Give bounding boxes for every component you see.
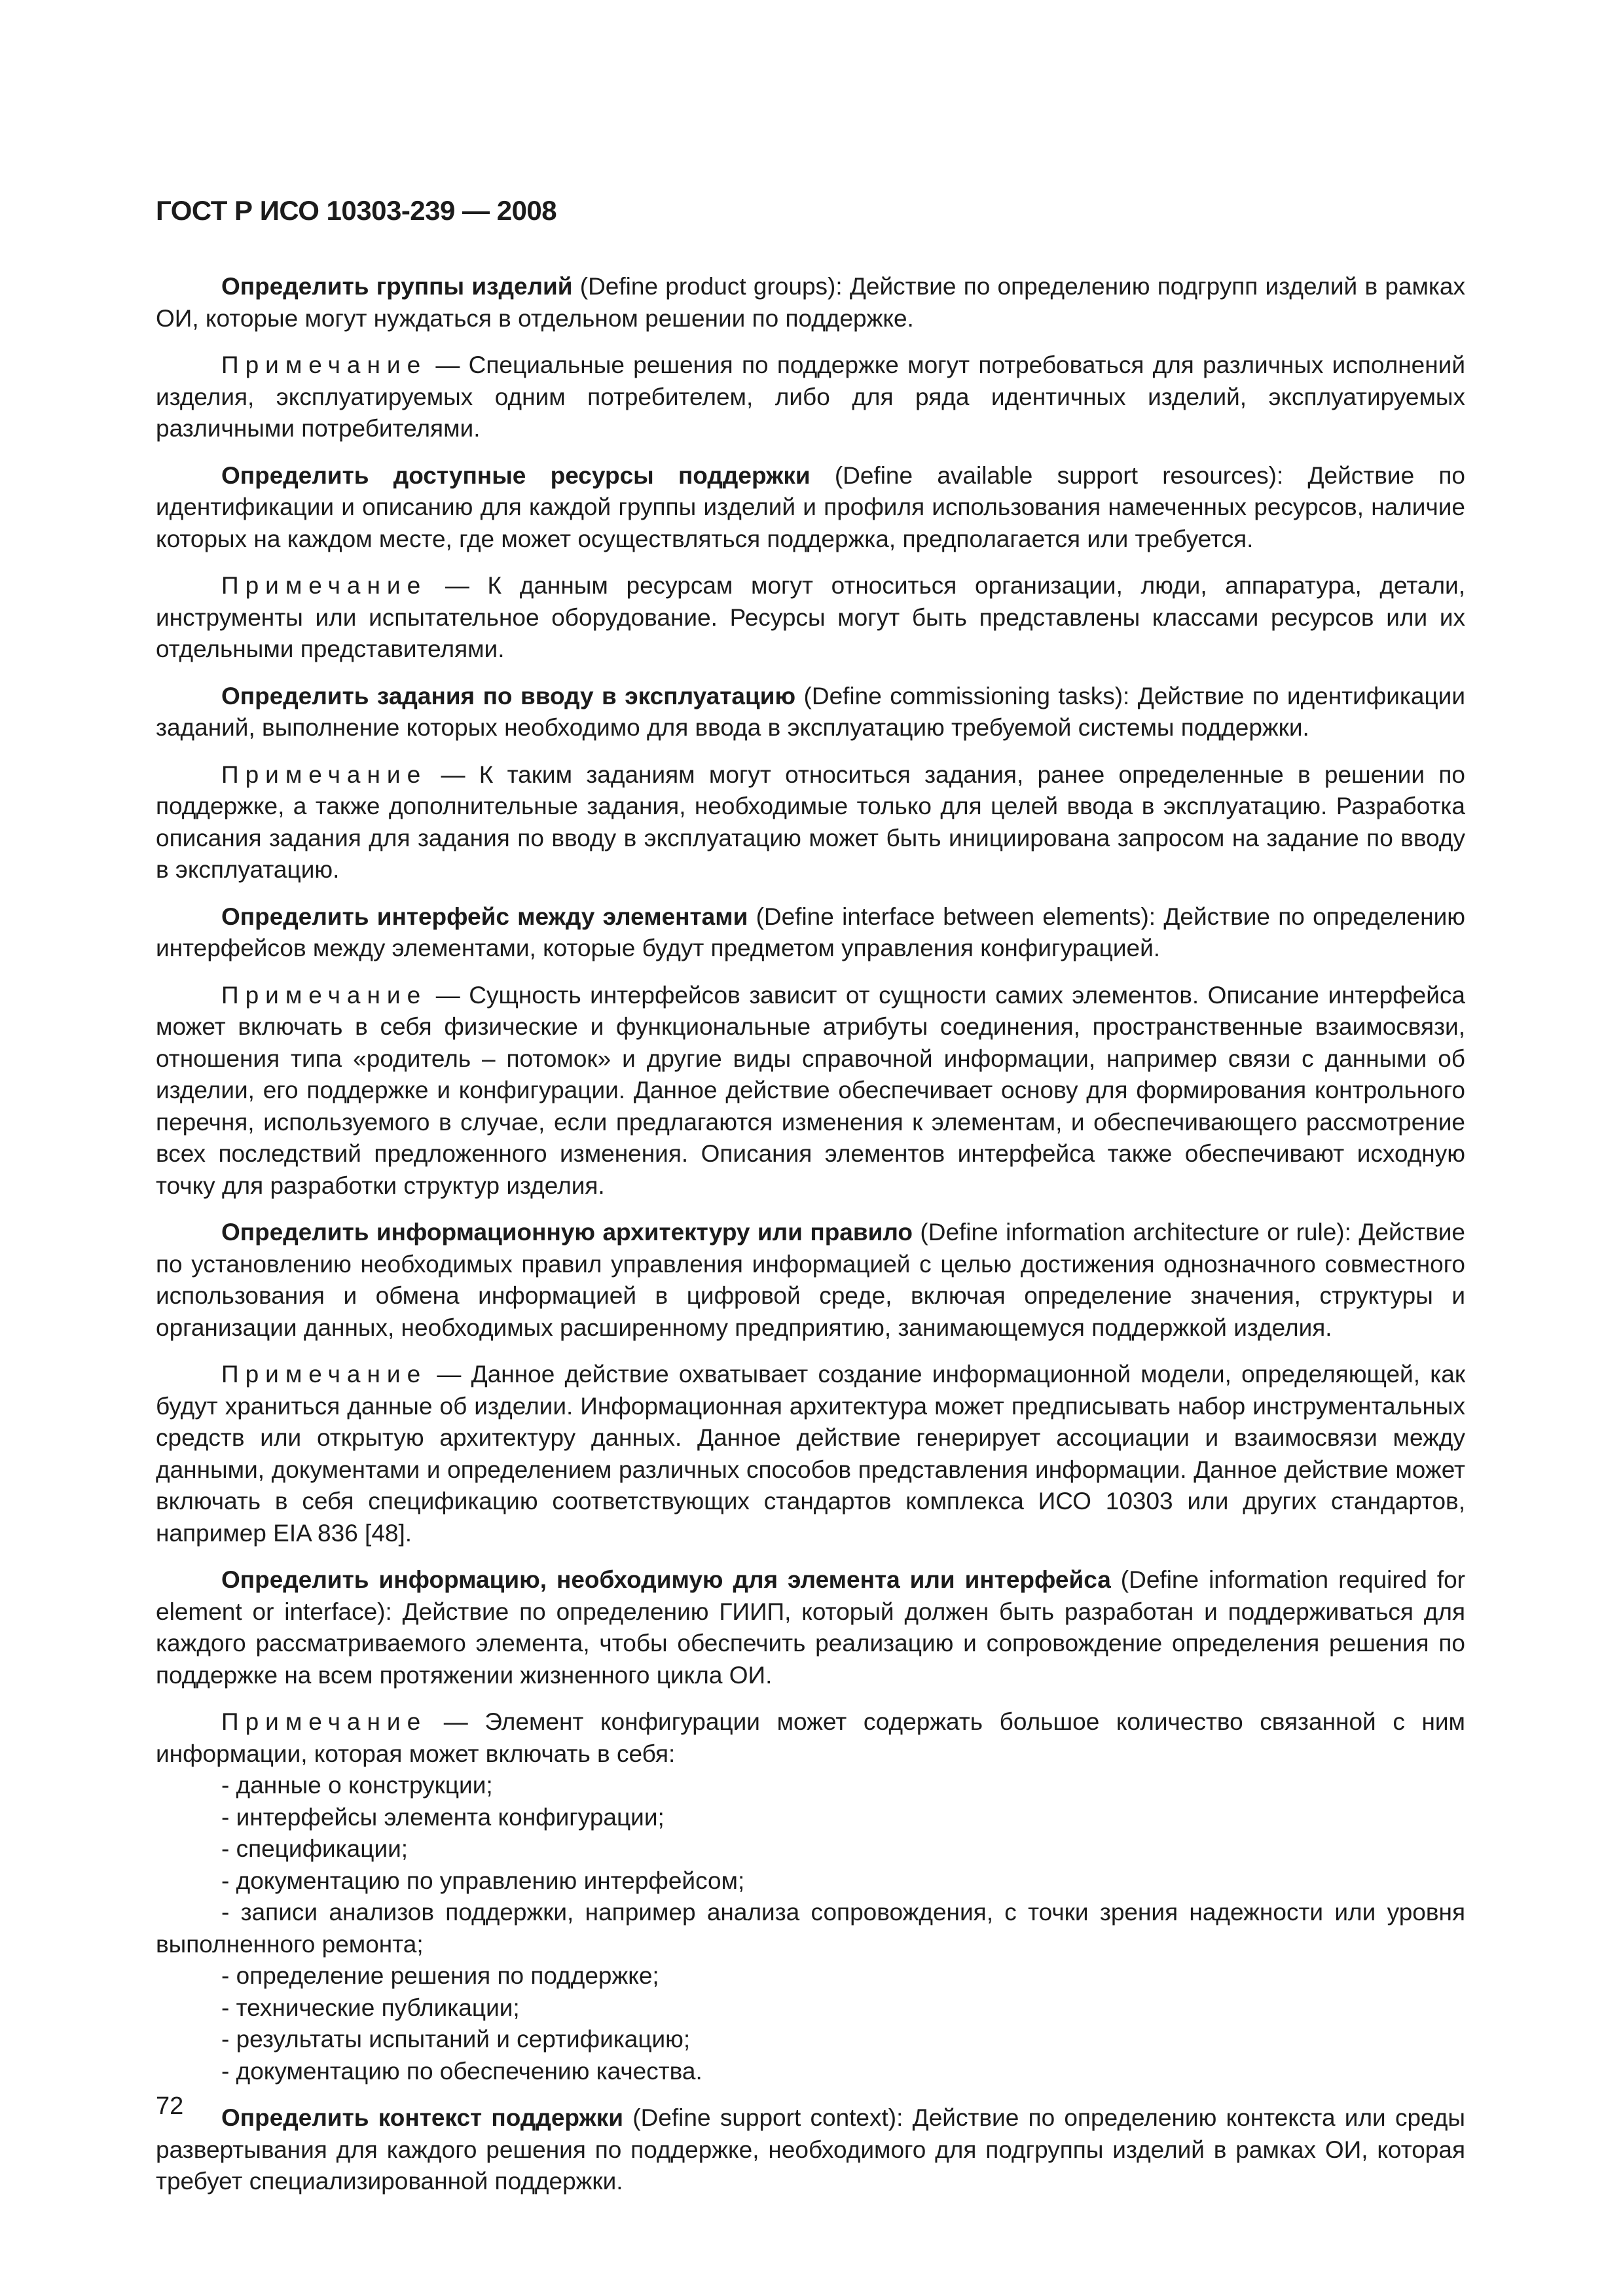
note-text: — Данное действие охватывает создание информационной модели, определяющей, как будут храниться данные об изделии. Информационная архитектура может предписывать набор инструментальных средств или открытую архитектуру данных. Данное действие генерирует ассоциации и взаимосвязи между данными, документами и определением различных способов представления информации. Данное действие может включать в себя спецификацию соответствующих стандартов комплекса ИСО 10303 или других стандартов, например EIA 836 [48]. [156,1361,1465,1547]
information-list [156,1770,1465,2087]
list-item: - записи анализов поддержки, например анализа сопровождения, с точки зрения надежности или уровня выполненного ремонта; [156,1899,1465,1958]
note-label: Примечание [221,572,428,599]
definition-text: (Define information required for element or interface): Действие по определению ГИИП, который должен быть разработан и поддерживаться для каждого рассматриваемого элемента, чтобы обеспечить реализацию и сопровождение определения решения по поддержке на всем протяжении жизненного цикла ОИ. [156,1566,1465,1689]
definition-interface-between-elements [156,901,1465,965]
note-label: Примечание [221,1708,428,1735]
definition-text: (Define interface between elements): Действие по определению интерфейсов между элементами, которые будут предметом управления конфигурацией. [156,903,1465,961]
standard-header: ГОСТ Р ИСО 10303-239 — 2008 [156,195,557,226]
note-interface-between-elements [156,980,1465,1202]
document-body [156,271,1465,2213]
page-number: 72 [156,2092,184,2120]
list-item: - интерфейсы элемента конфигурации; [221,1803,665,1831]
definition-text: (Define product groups): Действие по определению подгрупп изделий в рамках ОИ, которые могут нуждаться в отдельном решении по поддержке. [156,273,1465,332]
note-text: — Специальные решения по поддержке могут потребоваться для различных исполнений изделия, эксплуатируемых одним потребителем, либо для ряда идентичных изделий, эксплуатируемых различными потребителями. [156,351,1465,442]
term: Определить информационную архитектуру или правило [221,1219,913,1246]
term: Определить группы изделий [221,273,573,300]
note-product-groups [156,350,1465,445]
note-text: — К данным ресурсам могут относиться организации, люди, аппаратура, детали, инструменты или испытательное оборудование. Ресурсы могут быть представлены классами ресурсов или их отдельными представителями. [156,572,1465,662]
definition-product-groups [156,271,1465,334]
list-item: - технические публикации; [221,1994,520,2021]
definition-text: (Define information architecture or rule): Действие по установлению необходимых правил управления информацией с целью достижения однозначного совместного использования и обмена информацией в цифровой среде, включая определение значения, структуры и организации данных, необходимых расширенному предприятию, занимающемуся поддержкой изделия. [156,1219,1465,1341]
note-text: — К таким заданиям могут относиться задания, ранее определенные в решении по поддержке, а также дополнительные задания, необходимые только для целей ввода в эксплуатацию. Разработка описания задания для задания по вводу в эксплуатацию может быть инициирована запросом на задание по вводу в эксплуатацию. [156,761,1465,883]
note-label: Примечание [221,1361,428,1388]
definition-commissioning-tasks [156,681,1465,744]
term: Определить доступные ресурсы поддержки [221,461,811,489]
definition-information-required [156,1564,1465,1691]
note-commissioning-tasks [156,759,1465,886]
note-label: Примечание [221,761,428,788]
note-label: Примечание [221,981,428,1009]
note-text: — Элемент конфигурации может содержать большое количество связанной с ним информации, которая может включать в себя: [156,1708,1465,1767]
note-information-required [156,1706,1465,1770]
definition-text: (Define commissioning tasks): Действие по идентификации заданий, выполнение которых необходимо для ввода в эксплуатацию требуемой системы поддержки. [156,682,1465,741]
definition-information-architecture [156,1217,1465,1344]
list-item: - определение решения по поддержке; [221,1962,659,1989]
note-label: Примечание [221,351,428,378]
list-item: - результаты испытаний и сертификацию; [221,2026,691,2053]
note-support-resources [156,570,1465,666]
term: Определить задания по вводу в эксплуатацию [221,682,796,709]
list-item: - спецификации; [221,1835,409,1862]
definition-support-resources [156,460,1465,556]
list-item: - документацию по управлению интерфейсом; [221,1867,745,1894]
note-text: — Сущность интерфейсов зависит от сущности самих элементов. Описание интерфейса может включать в себя физические и функциональные атрибуты соединения, пространственные взаимосвязи, отношения типа «родитель – потомок» и другие виды справочной информации, например связи с данными об изделии, его поддержке и конфигурации. Данное действие обеспечивает основу для формирования контрольного перечня, используемого в случае, если предлагаются изменения к элементам, и обеспечивающего рассмотрение всех последствий предложенного изменения. Описания элементов интерфейса также обеспечивают исходную точку для разработки структур изделия. [156,981,1465,1199]
term: Определить контекст поддержки [221,2104,624,2131]
definition-text: (Define available support resources): Действие по идентификации и описанию для каждой группы изделий и профиля использования намеченных ресурсов, наличие которых на каждом месте, где может осуществляться поддержка, предполагается или требуется. [156,461,1465,552]
note-information-architecture [156,1359,1465,1549]
list-item: - документацию по обеспечению качества. [221,2057,702,2085]
list-item: - данные о конструкции; [221,1772,493,1799]
definition-text: (Define support context): Действие по определению контекста или среды развертывания для каждого решения по поддержке, необходимого для подгруппы изделий в рамках ОИ, которая требует специализированной поддержки. [156,2104,1465,2195]
term: Определить интерфейс между элементами [221,903,748,930]
term: Определить информацию, необходимую для элемента или интерфейса [221,1566,1111,1593]
definition-support-context [156,2102,1465,2198]
